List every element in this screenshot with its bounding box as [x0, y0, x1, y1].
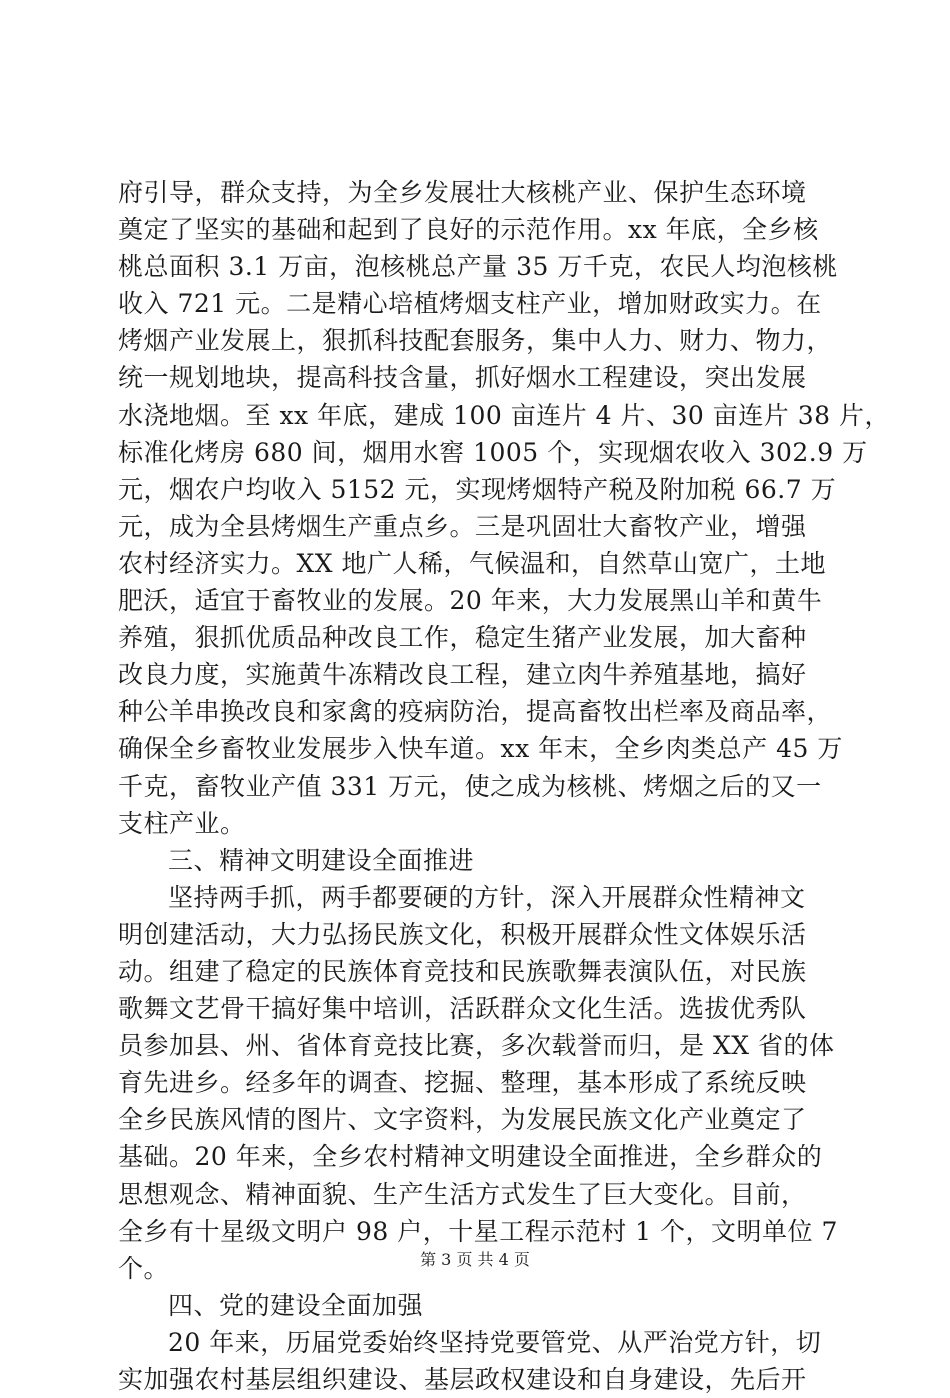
text-line: 全乡民族风情的图片、文字资料，为发展民族文化产业奠定了 — [118, 1105, 807, 1135]
text-line: 员参加县、州、省体育竞技比赛，多次载誉而归，是 XX 省的体 — [118, 1031, 835, 1061]
text-line: 农村经济实力。XX 地广人稀，气候温和，自然草山宽广，土地 — [118, 548, 827, 578]
text-line: 烤烟产业发展上，狠抓科技配套服务，集中人力、财力、物力， — [118, 326, 833, 356]
text-line: 改良力度，实施黄牛冻精改良工程，建立肉牛养殖基地，搞好 — [118, 660, 807, 690]
text-line: 歌舞文艺骨干搞好集中培训，活跃群众文化生活。选拔优秀队 — [118, 994, 807, 1024]
section-heading: 四、党的建设全面加强 — [168, 1290, 424, 1320]
text-line: 动。组建了稳定的民族体育竞技和民族歌舞表演队伍，对民族 — [118, 956, 807, 986]
text-line: 确保全乡畜牧业发展步入快车道。xx 年末，全乡肉类总产 45 万 — [118, 734, 843, 764]
text-line: 思想观念、精神面貌、生产生活方式发生了巨大变化。目前， — [118, 1179, 807, 1209]
page-footer: 第 3 页 共 4 页 — [420, 1250, 530, 1269]
section-heading: 三、精神文明建设全面推进 — [168, 845, 475, 875]
text-line: 支柱产业。 — [118, 808, 246, 838]
text-line: 明创建活动，大力弘扬民族文化，积极开展群众性文体娱乐活 — [118, 919, 807, 949]
text-line: 府引导，群众支持，为全乡发展壮大核桃产业、保护生态环境 — [118, 178, 807, 207]
text-line: 种公羊串换改良和家禽的疫病防治，提高畜牧出栏率及商品率， — [118, 697, 833, 727]
text-line: 实加强农村基层组织建设、基层政权建设和自身建设，先后开 — [118, 1365, 807, 1394]
text-line: 坚持两手抓，两手都要硬的方针，深入开展群众性精神文 — [168, 882, 806, 912]
text-line: 水浇地烟。至 xx 年底，建成 100 亩连片 4 片、30 亩连片 38 片， — [118, 400, 890, 430]
text-line: 个。 — [118, 1253, 170, 1283]
text-line: 肥沃，适宜于畜牧业的发展。20 年来，大力发展黑山羊和黄牛 — [118, 586, 823, 616]
text-line: 标准化烤房 680 间，烟用水窖 1005 个，实现烟农收入 302.9 万 — [118, 437, 868, 467]
text-line: 桃总面积 3.1 万亩，泡核桃总产量 35 万千克，农民人均泡核桃 — [118, 252, 838, 282]
text-line: 千克，畜牧业产值 331 万元，使之成为核桃、烤烟之后的又一 — [118, 771, 822, 801]
text-line: 全乡有十星级文明户 98 户，十星工程示范村 1 个，文明单位 7 — [118, 1216, 838, 1246]
text-line: 元，成为全县烤烟生产重点乡。三是巩固壮大畜牧产业，增强 — [118, 511, 807, 541]
text-line: 20 年来，历届党委始终坚持党要管党、从严治党方针，切 — [168, 1327, 822, 1357]
text-line: 奠定了坚实的基础和起到了良好的示范作用。xx 年底，全乡核 — [118, 215, 819, 245]
text-line: 育先进乡。经多年的调查、挖掘、整理，基本形成了系统反映 — [118, 1068, 807, 1098]
text-line: 元，烟农户均收入 5152 元，实现烤烟特产税及附加税 66.7 万 — [118, 474, 837, 504]
text-line: 统一规划地块，提高科技含量，抓好烟水工程建设，突出发展 — [118, 363, 807, 393]
body-text — [118, 174, 890, 1398]
text-line: 基础。20 年来，全乡农村精神文明建设全面推进，全乡群众的 — [118, 1142, 823, 1172]
text-line: 收入 721 元。二是精心培植烤烟支柱产业，增加财政实力。在 — [118, 289, 822, 319]
text-line: 养殖，狠抓优质品种改良工作，稳定生猪产业发展，加大畜种 — [118, 623, 807, 653]
